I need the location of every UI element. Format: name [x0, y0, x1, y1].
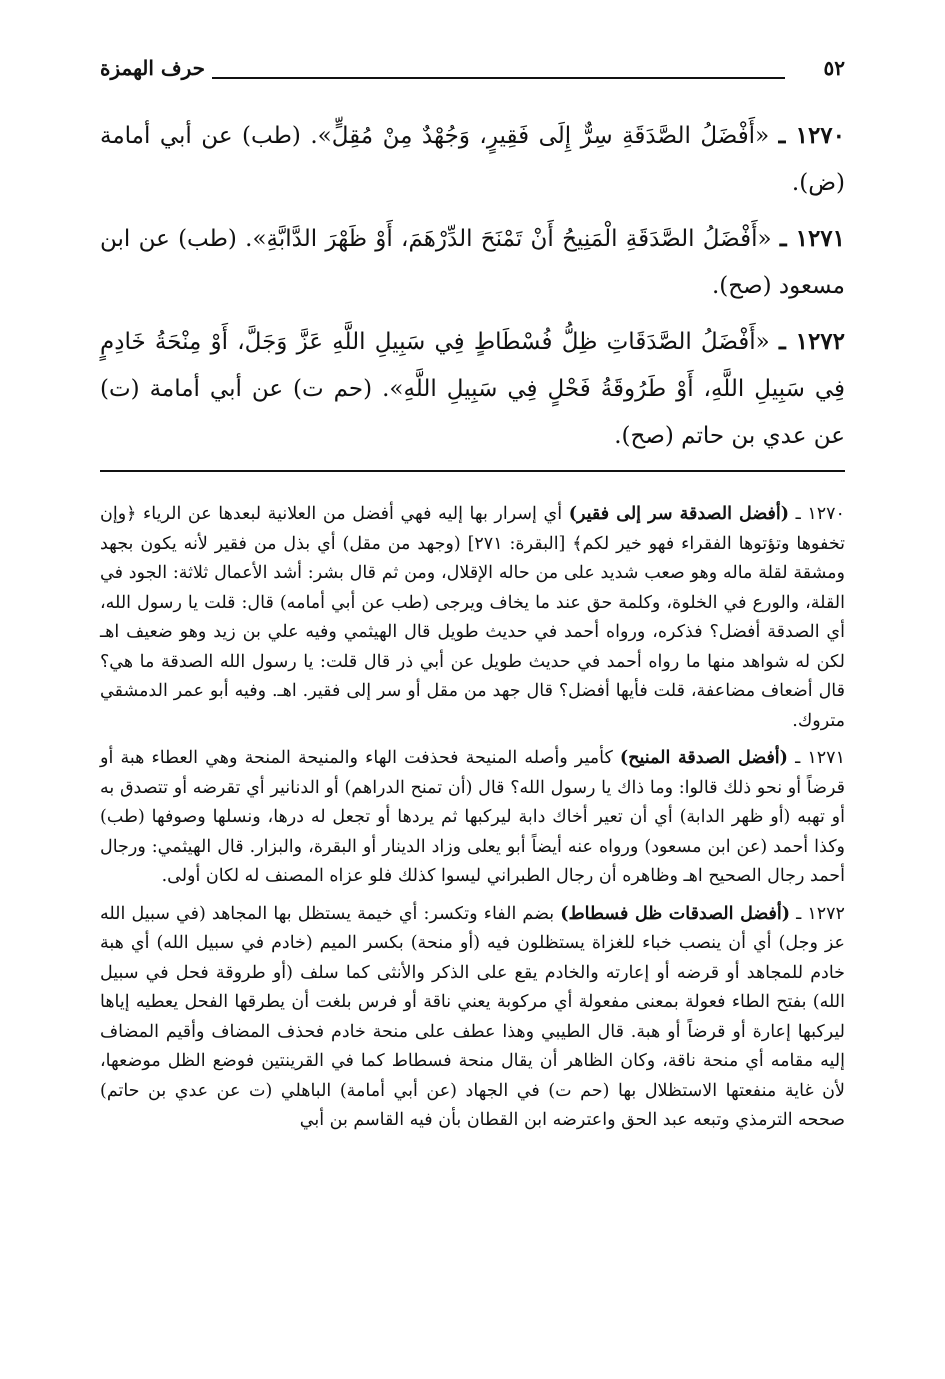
hadith-number: ١٢٧١ ـ [779, 225, 846, 252]
commentary-number: ١٢٧٢ ـ [796, 903, 845, 924]
commentary-text: أي إسرار بها إليه فهي أفضل من العلانية لبعدها عن الرياء ﴿وإن تخفوها وتؤتوها الفقراء فهو خير لكم﴾ [البقرة: ٢٧١] (وجهد من مقل) أي بذل من فقير لأنه يكون بجهد ومشقة لقلة ماله وهو صعب شديد على من حاله الإقلال، ومن ثم قال بشر: أشد الأعمال ثلاثة: الجود في القلة، والورع في الخلوة، وكلمة حق عند ما يخاف ويرجى (طب عن أبي أمامه) قال: قلت يا رسول الله، أي الصدقة أفضل؟ فذكره، ورواه أحمد في حديث طويل قال الهيثمي وفيه علي بن زيد وهو ضعيف اهـ لكن له شواهد منها ما رواه أحمد في حديث طويل عن أبي ذر قال قلت: يا رسول الله الصدقة ما هي؟ قال أضعاف مضاعفة، قلت فأيها أفضل؟ قال جهد من مقل أو سر إلى فقير. اهـ. وفيه أبو عمر الدمشقي متروك. [100, 504, 845, 731]
commentary-lemma: (أفضل الصدقة المنيح) [619, 748, 788, 768]
commentary-text: كأمير وأصله المنيحة فحذفت الهاء والمنيحة المنحة وهي العطاء هبة أو قرضاً أو نحو ذلك قالوا: وما ذاك يا رسول الله؟ قال (أن تمنح الدراهم) أو الدنانير أي تقرضه أو تتصدق به أو تهبه (أو ظهر الدابة) أي أن تعير أخاك دابة ليركبها ثم يردها أو تجعل له درها، ونسلها وصوفها (طب) وكذا أحمد (عن ابن مسعود) ورواه عنه أيضاً أبو يعلى وزاد الدينار أو البقرة، والبزار. قال الهيثمي: ورجال أحمد رجال الصحيح اهـ وظاهره أن رجال الطبراني ليسوا كذلك فلو عزاه المصنف له لكان أولى. [100, 748, 845, 886]
commentary-number: ١٢٧١ ـ [795, 748, 845, 768]
commentary-lemma: (أفضل الصدقة سر إلى فقير) [568, 504, 789, 524]
hadith-entry [100, 215, 845, 310]
footnote-separator [100, 470, 845, 472]
hadith-entry [100, 318, 845, 460]
commentary-text: بضم الفاء وتكسر: أي خيمة يستظل بها المجاهد (في سبيل الله عز وجل) أي أن ينصب خباء للغزاة يستظلون فيه (أو منحة) بكسر الميم (خادم في سبيل الله) أي هبة خادم للمجاهد أو قرضه أو إعارته والخادم يقع على الذكر والأنثى كما سلف (أو طروقة فحل في سبيل الله) بفتح الطاء فعولة بمعنى مفعولة أي مركوبة يعني ناقة أو فرس بلغت أن يطرقها الفحل يعطيه إياها ليركبها إعارة أو قرضاً أو هبة. قال الطيبي وهذا عطف على منحة خادم فحذف المضاف وأقيم المضاف إليه مقامه أي منحة ناقة، وكان الظاهر أن يقال منحة فسطاط كما في القرينتين فوضع الظل موضعها، لأن غاية منفعتها الاستظلال بها (حم ت) في الجهاد (عن أبي أمامة) الباهلي (ت عن عدي بن حاتم) صححه الترمذي وتبعه عبد الحق واعترضه ابن القطان بأن فيه القاسم بن أبي [100, 903, 845, 1130]
hadith-text: «أَفْضَلُ الصَّدَقَةِ سِرٌّ إِلَى فَقِيرٍ، وَجُهْدٌ مِنْ مُقِلٍّ». (طب) عن أبي أمامة (ض). [100, 123, 845, 196]
hadith-number: ١٢٧٠ ـ [778, 122, 846, 149]
page-header [100, 50, 845, 90]
commentary-entry [100, 900, 845, 1136]
header-rule [212, 77, 785, 79]
commentary-number: ١٢٧٠ ـ [795, 504, 845, 524]
hadith-entry [100, 112, 845, 207]
hadith-text: «أَفْضَلُ الصَّدَقَةِ الْمَنِيحُ أَنْ تَمْنَحَ الدِّرْهَمَ، أَوْ ظَهْرَ الدَّابَّةِ». (طب) عن ابن مسعود (صح). [100, 226, 845, 299]
chapter-title: حرف الهمزة [100, 56, 206, 80]
commentary-list [100, 500, 845, 1144]
commentary-lemma: (أفضل الصدقات ظل فسطاط) [560, 903, 791, 924]
document-page [100, 0, 845, 1379]
hadith-number: ١٢٧٢ ـ [778, 328, 846, 355]
page-number: ٥٢ [823, 56, 845, 80]
hadith-text: «أَفْضَلُ الصَّدَقَاتِ ظِلُّ فُسْطَاطٍ فِي سَبِيلِ اللَّهِ عَزَّ وَجَلَّ، أَوْ مِنْحَةُ خَادِمٍ فِي سَبِيلِ اللَّهِ، أَوْ طَرُوقَةُ فَحْلٍ فِي سَبِيلِ اللَّهِ». (حم ت) عن أبي أمامة (ت) عن عدي بن حاتم (صح). [100, 329, 845, 449]
hadith-list [100, 112, 845, 468]
commentary-entry [100, 500, 845, 736]
commentary-entry [100, 744, 845, 892]
